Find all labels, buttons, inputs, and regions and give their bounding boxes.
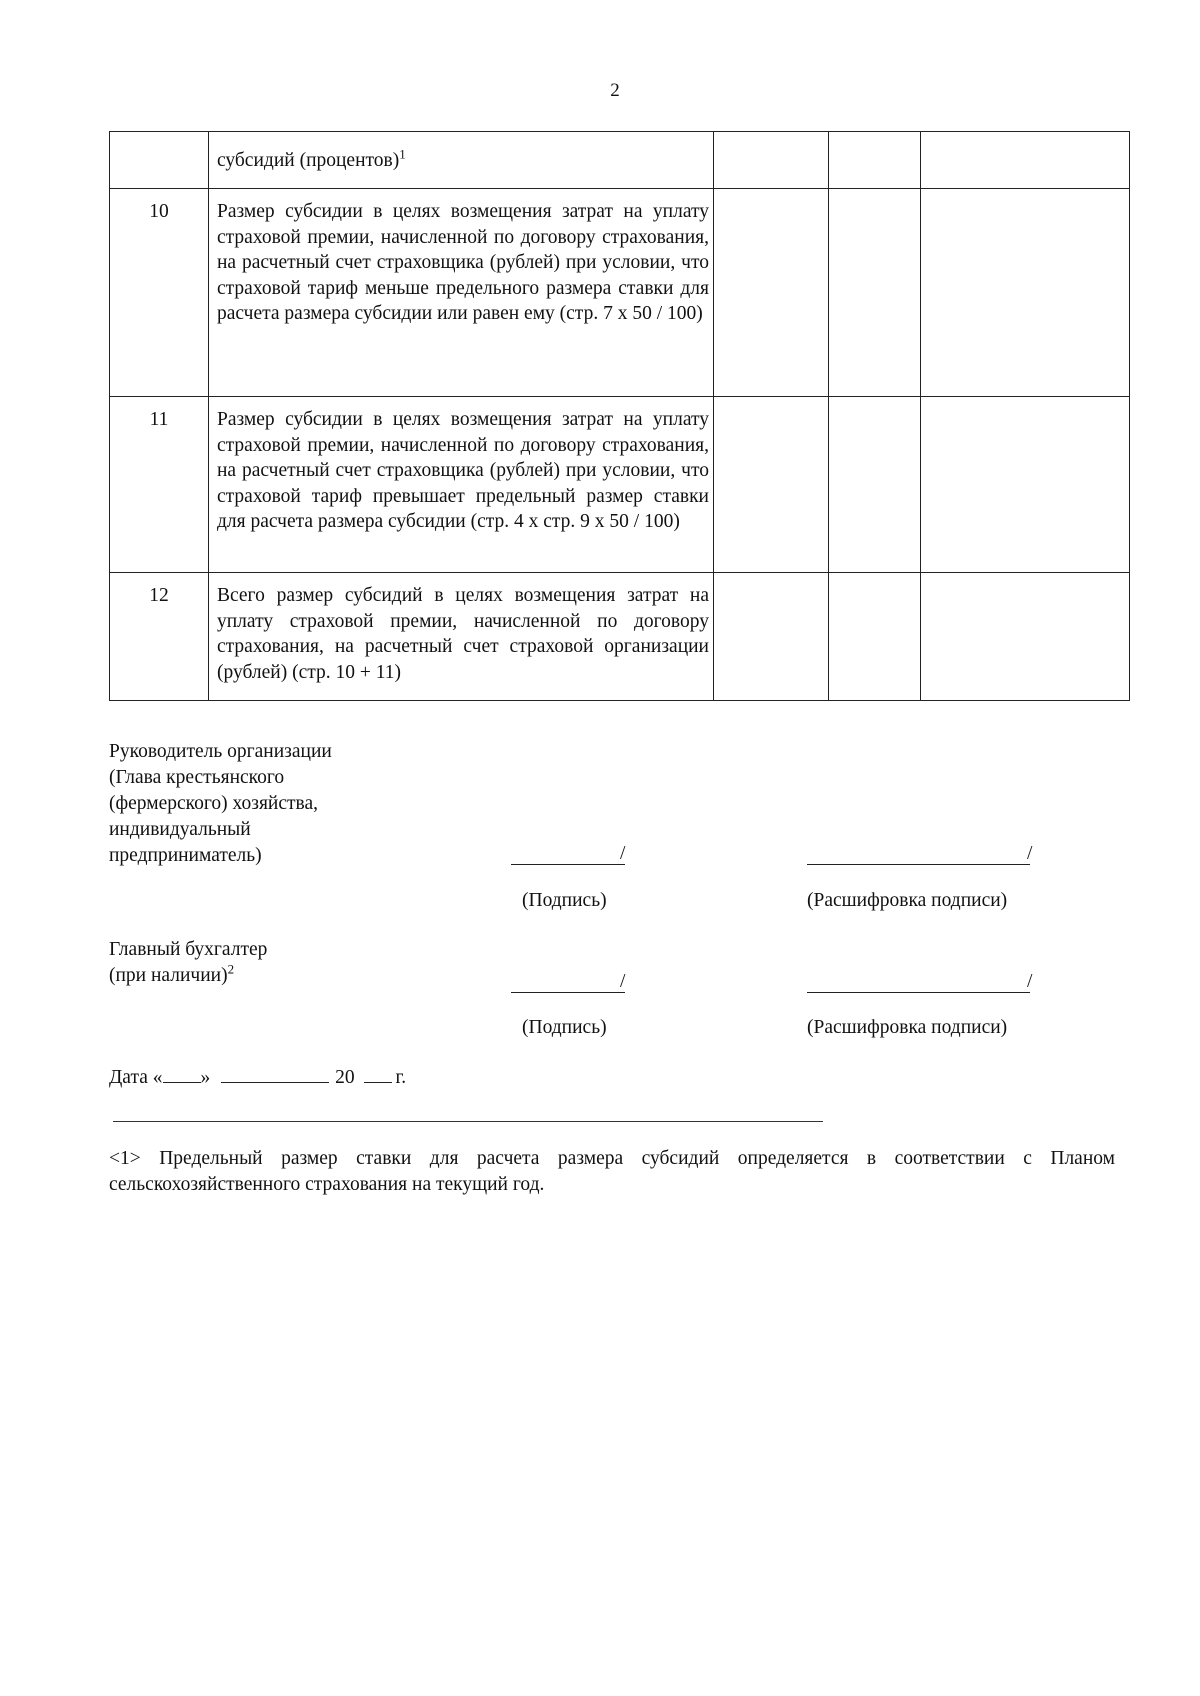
label-line: Главный бухгалтер bbox=[109, 939, 268, 960]
table-row bbox=[110, 573, 1130, 701]
slash-separator: / bbox=[1027, 843, 1033, 864]
footnote-marker: 1 bbox=[399, 146, 406, 162]
value-cell bbox=[921, 189, 1130, 397]
row-number-cell: 10 bbox=[110, 189, 209, 397]
row-description-cell bbox=[209, 132, 714, 189]
decoding-caption: (Расшифровка подписи) bbox=[807, 890, 1008, 911]
table-row bbox=[110, 189, 1130, 397]
year-blank bbox=[364, 1064, 392, 1083]
signature-caption: (Подпись) bbox=[522, 1017, 607, 1038]
value-cell bbox=[829, 132, 921, 189]
value-cell bbox=[829, 397, 921, 573]
slash-separator: / bbox=[620, 971, 626, 992]
label-line: Руководитель организации bbox=[109, 741, 332, 762]
year-suffix: г. bbox=[395, 1067, 407, 1088]
value-cell bbox=[921, 132, 1130, 189]
slash-separator: / bbox=[620, 843, 626, 864]
signature-caption: (Подпись) bbox=[522, 890, 607, 911]
subsidy-calculation-table bbox=[109, 131, 1130, 701]
row-number-cell: 12 bbox=[110, 573, 209, 701]
row-number-cell: 11 bbox=[110, 397, 209, 573]
decoding-caption: (Расшифровка подписи) bbox=[807, 1017, 1008, 1038]
label-line: (Глава крестьянского bbox=[109, 767, 285, 788]
row-number-cell bbox=[110, 132, 209, 189]
label-line: (фермерского) хозяйства, bbox=[109, 793, 319, 814]
row-description: субсидий (процентов) bbox=[217, 150, 400, 171]
value-cell bbox=[714, 189, 829, 397]
date-line bbox=[109, 1064, 406, 1091]
value-cell bbox=[829, 189, 921, 397]
head-decoding-line bbox=[807, 864, 1030, 865]
page-number: 2 bbox=[610, 80, 620, 101]
value-cell bbox=[829, 573, 921, 701]
accountant-signature-line bbox=[511, 992, 625, 993]
value-cell bbox=[714, 573, 829, 701]
table-row bbox=[110, 132, 1130, 189]
year-prefix: 20 bbox=[335, 1067, 355, 1088]
row-description-cell: Размер субсидии в целях возмещения затрат на уплату страховой премии, начисленной по договору страхования, на расчетный счет страховщика (рублей) при условии, что страховой тариф превышает предельный размер ставки для расчета размера субсидии (стр. 4 x стр. 9 x 50 / 100) bbox=[209, 397, 714, 573]
label-line: предприниматель) bbox=[109, 845, 262, 866]
label-line: индивидуальный bbox=[109, 819, 251, 840]
day-blank bbox=[163, 1064, 201, 1083]
date-label: Дата « bbox=[109, 1067, 163, 1088]
footnote-marker: 2 bbox=[227, 961, 235, 977]
accountant-signatory-label bbox=[109, 937, 267, 989]
row-description-cell: Размер субсидии в целях возмещения затрат на уплату страховой премии, начисленной по договору страхования, на расчетный счет страховщика (рублей) при условии, что страховой тариф меньше предельного размера ставки для расчета размера субсидии или равен ему (стр. 7 x 50 / 100) bbox=[209, 189, 714, 397]
head-signature-line bbox=[511, 864, 625, 865]
value-cell bbox=[921, 573, 1130, 701]
value-cell bbox=[714, 397, 829, 573]
accountant-decoding-line bbox=[807, 992, 1030, 993]
month-blank bbox=[221, 1064, 329, 1083]
label-line: (при наличии)$^2$ bbox=[109, 961, 235, 986]
footnote: <1> Предельный размер ставки для расчета размера субсидий определяется в соответствии с Планом сельскохозяйственного страхования на текущий год. bbox=[109, 1148, 1115, 1195]
head-signatory-label bbox=[109, 739, 332, 869]
footnote-separator bbox=[113, 1121, 823, 1122]
date-close-quote: » bbox=[200, 1067, 211, 1088]
row-description-cell: Всего размер субсидий в целях возмещения затрат на уплату страховой премии, начисленной по договору страхования, на расчетный счет страховой организации (рублей) (стр. 10 + 11) bbox=[209, 573, 714, 701]
table-row bbox=[110, 397, 1130, 573]
value-cell bbox=[714, 132, 829, 189]
value-cell bbox=[921, 397, 1130, 573]
slash-separator: / bbox=[1027, 971, 1033, 992]
